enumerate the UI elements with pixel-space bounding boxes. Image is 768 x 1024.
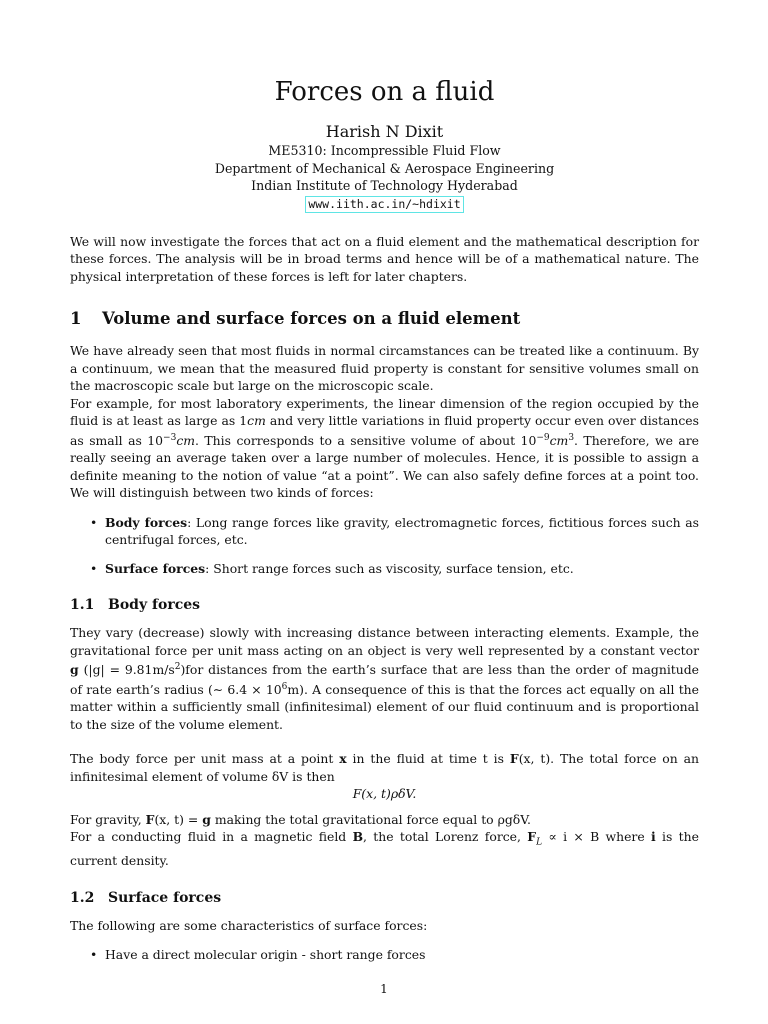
homepage-link[interactable]: www.iith.ac.in/~hdixit bbox=[305, 196, 463, 213]
department-line: Department of Mechanical & Aerospace Engineering bbox=[214, 160, 555, 176]
institute-line: Indian Institute of Technology Hyderabad bbox=[251, 178, 518, 193]
author-name: Harish N Dixit bbox=[325, 122, 444, 141]
course-line: ME5310: Incompressible Fluid Flow bbox=[268, 143, 501, 158]
paper-title: Forces on a fluid bbox=[274, 77, 495, 107]
list-item: • Body forces: Long range forces like gravity, electromagnetic forces, fictitious forces such as centrifugal forces, etc. bbox=[90, 514, 699, 548]
section-1-paragraph-1: We have already seen that most fluids in normal circamstances can be treated like a continuum. By a continuum, we mean that the measured fluid property is constant for sensitive volumes small on the macroscopic scale but large on the microscopic scale. bbox=[70, 343, 699, 393]
bullet-icon: • bbox=[90, 514, 98, 530]
surface-forces-intro: The following are some characteristics of surface forces: bbox=[70, 917, 428, 933]
section-title: Volume and surface forces on a fluid element bbox=[102, 309, 521, 328]
affiliation-block bbox=[70, 142, 699, 213]
body-forces-paragraph-1: They vary (decrease) slowly with increasing distance between interacting elements. Example, the gravitational force per unit mass acting on an object is very well represented by a constant vector g $(|g| = 9.81m/s^2)for$ distances from the earth’s surface that are less than the order of magnitude of rate earth’s radius (∼ $6.4 \times 10^6m$). A consequence of this is that the forces act equally on all the matter within a sufficiently small (infinitesimal) element of our fluid continuum and is proportional to the size of the volume element. bbox=[70, 625, 700, 732]
subsection-1-1-heading: 1.1 Body forces bbox=[70, 597, 201, 614]
list-item: • Surface forces: Short range forces such as viscosity, surface tension, etc. bbox=[90, 560, 574, 576]
section-1-paragraph-2: For example, for most laboratory experiments, the linear dimension of the region occupied by the fluid is at least as large as 1cm and very little variations in fluid property occur even over distances as small as $10^{-3}cm$. This corresponds to a sensitive volume of about $10^{-9}cm^3$. Therefore, we are really seeing an average taken over a large number of molecules. Hence, it is possible to assign a definite meaning to the notion of value “at a point”. We can also safely define forces at a point too. We will distinguish between two kinds of forces: bbox=[70, 395, 699, 501]
surface-forces-list bbox=[70, 946, 699, 964]
paper-page bbox=[70, 70, 699, 975]
bullet-icon: • bbox=[90, 947, 98, 963]
body-forces-paragraph-3: For gravity, F(x, t) = g making the total gravitational force equal to ρgδV. bbox=[70, 811, 531, 827]
page-number: 1 bbox=[380, 982, 388, 996]
bullet-icon: • bbox=[90, 560, 98, 576]
equation-body-force: F(x, t)ρδV. bbox=[352, 786, 417, 802]
body-forces-paragraph-2: The body force per unit mass at a point x in the fluid at time t is F(x, t). The total force on an infinitesimal element of volume δV is then bbox=[70, 751, 700, 784]
section-1-heading bbox=[70, 308, 699, 330]
force-kinds-list bbox=[70, 514, 699, 578]
body-forces-paragraph-4: For a conducting fluid in a magnetic field B, the total Lorenz force, $F_L \propto i \times B$ where i is the current density. bbox=[70, 829, 699, 869]
abstract: We will now investigate the forces that act on a fluid element and the mathematical description for these forces. The analysis will be in broad terms and hence will be of a mathematical nature. The physical interpretation of these forces is left for later chapters. bbox=[70, 233, 699, 284]
subsection-1-2-heading: 1.2 Surface forces bbox=[70, 889, 222, 906]
section-number: 1 bbox=[70, 309, 82, 328]
list-item: • Have a direct molecular origin - short range forces bbox=[90, 947, 426, 963]
